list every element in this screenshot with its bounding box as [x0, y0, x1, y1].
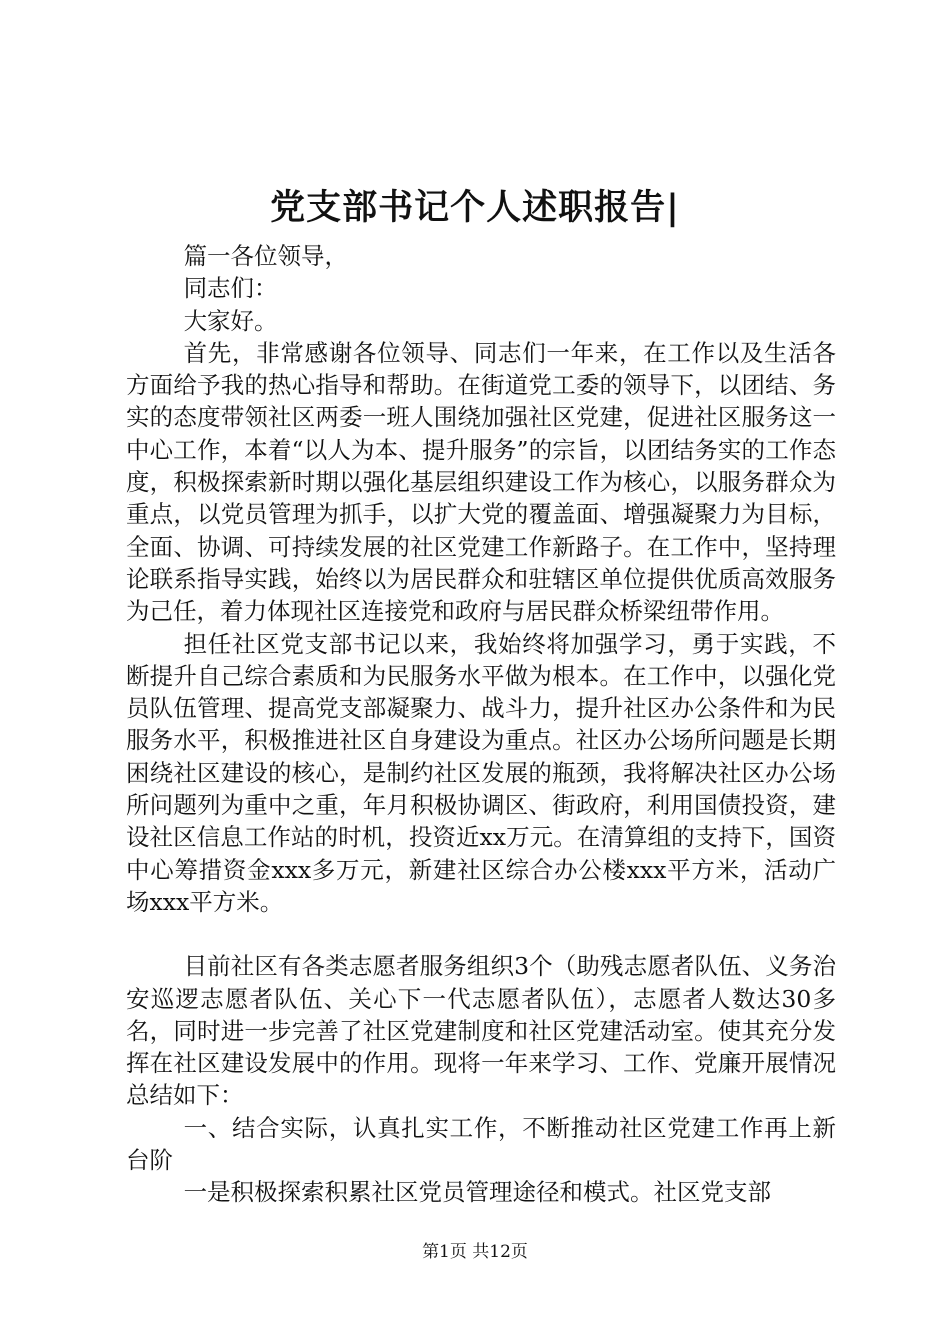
- paragraph-volunteers: 目前社区有各类志愿者服务组织3个（助残志愿者队伍、义务治安巡逻志愿者队伍、关心下一代志愿者队伍），志愿者人数达30多名，同时进一步完善了社区党建制度和社区党建活动室。使其充分发挥在社区建设发展中的作用。现将一年来学习、工作、党廉开展情况总结如下：: [126, 952, 836, 1110]
- paragraph-responsibilities: 担任社区党支部书记以来，我始终将加强学习，勇于实践，不断提升自己综合素质和为民服务水平做为根本。在工作中，以强化党员队伍管理、提高党支部凝聚力、战斗力，提升社区办公条件和为民服务水平，积极推进社区自身建设为重点。社区办公场所问题是长期困绕社区建设的核心，是制约社区发展的瓶颈，我将解决社区办公场所问题列为重中之重，年月积极协调区、街政府，利用国债投资，建设社区信息工作站的时机，投资近xx万元。在清算组的支持下，国资中心筹措资金xxx多万元，新建社区综合办公楼xxx平方米，活动广场xxx平方米。: [126, 629, 836, 916]
- section-heading-one: 一、结合实际，认真扎实工作，不断推动社区党建工作再上新台阶: [126, 1113, 836, 1175]
- paragraph-salutation: 篇一各位领导，: [183, 242, 349, 270]
- document-title: 党支部书记个人述职报告|: [270, 187, 680, 228]
- page-number-footer: 第1页 共12页: [422, 1242, 528, 1262]
- paragraph-point-one: 一是积极探索积累社区党员管理途径和模式。社区党支部: [183, 1178, 772, 1207]
- paragraph-thanks: 首先，非常感谢各位领导、同志们一年来，在工作以及生活各方面给予我的热心指导和帮助。在街道党工委的领导下，以团结、务实的态度带领社区两委一班人围绕加强社区党建，促进社区服务这一中心工作，本着“以人为本、提升服务”的宗旨，以团结务实的工作态度，积极探索新时期以强化基层组织建设工作为核心，以服务群众为重点，以党员管理为抓手，以扩大党的覆盖面、增强凝聚力为目标，全面、协调、可持续发展的社区党建工作新路子。在工作中，坚持理论联系指导实践，始终以为居民群众和驻辖区单位提供优质高效服务为己任，着力体现社区连接党和政府与居民群众桥梁纽带作用。: [126, 338, 836, 626]
- paragraph-greeting: 大家好。: [183, 306, 278, 335]
- paragraph-comrades: 同志们：: [183, 274, 278, 303]
- document-body: [126, 240, 836, 1209]
